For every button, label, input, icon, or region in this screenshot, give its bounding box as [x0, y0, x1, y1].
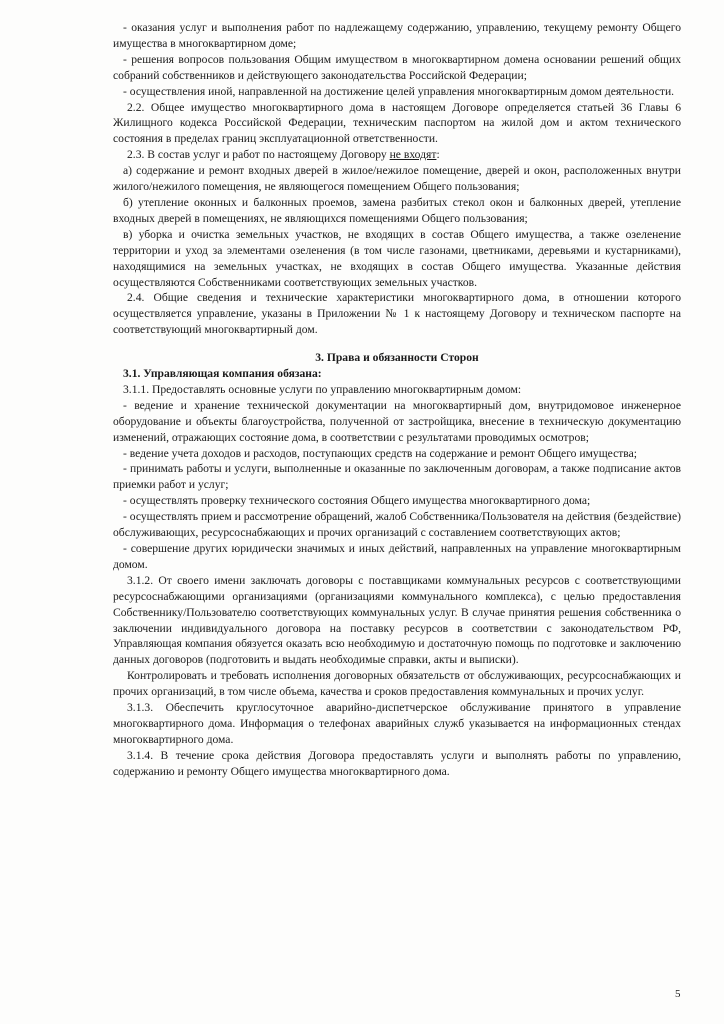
paragraph: - совершение других юридически значимых и иных действий, направленных на управление многоквартирным домом. — [113, 542, 681, 571]
paragraph: - принимать работы и услуги, выполненные и оказанные по заключенным договорам, а также подписание актов приемки работ и услуг; — [113, 462, 681, 492]
paragraph: 2.2. Общее имущество многоквартирного дома в настоящем Договоре определяется статьей 36 Главы 6 Жилищного кодекса Российской Федерации, техническим паспортом на жилой дом и актом технического состояния в пределах границ эксплуатационной ответственности. — [113, 100, 681, 146]
section-title: 3. Права и обязанности Сторон — [315, 351, 479, 365]
paragraph: в) уборка и очистка земельных участков, не входящих в состав Общего имущества, а также озеленение территории и уход за элементами озеленения (в том числе газонами, цветниками, деревьями и кустарниками), находящимися на земельных участках, не входящих в состав Общего имущества. Указанные действия осуществляются Собственниками соответствующих земельных участков. — [113, 227, 681, 289]
paragraph: 2.4. Общие сведения и технические характеристики многоквартирного дома, в отношении которого осуществляется управление, указаны в Приложении № 1 к настоящему Договору и техническом паспорте на соответствующий многоквартирный дом. — [113, 291, 681, 337]
paragraph-2-3 — [113, 147, 681, 163]
paragraph: 3.1.3. Обеспечить круглосуточное аварийно-диспетчерское обслуживание принятого в управление многоквартирного дома. Информация о телефонах аварийных служб указывается на информационных стендах многоквартирного дома. — [113, 701, 681, 746]
paragraph: Контролировать и требовать исполнения договорных обязательств от обслуживающих, ресурсоснабжающих и прочих организаций, в том числе объема, качества и сроков предоставления коммунальных и прочих услуг. — [113, 669, 681, 699]
paragraph: - осуществления иной, направленной на достижение целей управления многоквартирным домом деятельности. — [123, 84, 675, 98]
paragraph: 3.1.2. От своего имени заключать договоры с поставщиками коммунальных ресурсов с соответствующими ресурсоснабжающими организациями (организациями коммунального комплекса), с целью предоставления Собственнику/Пользователю соответствующих коммунальных услуг. В случае принятия решения собственника о заключении индивидуального договора на поставку ресурсов в соответствии с законодательством РФ, Управляющая компания обязуется оказать всю необходимую и достаточную помощь по подготовке и заключению данных договоров (подготовить и выдать необходимые справки, акты и выписки). — [113, 573, 681, 667]
subsection-title: 3.1. Управляющая компания обязана: — [123, 367, 322, 381]
document-body — [113, 20, 681, 780]
paragraph: - осуществлять проверку технического состояния Общего имущества многоквартирного дома; — [123, 494, 591, 508]
paragraph: 3.1.4. В течение срока действия Договора предоставлять услуги и выполнять работы по управлению, содержанию и ремонту Общего имущества многоквартирного дома. — [113, 748, 681, 778]
paragraph: 3.1.1. Предоставлять основные услуги по управлению многоквартирным домом: — [123, 382, 522, 396]
paragraph: - решения вопросов пользования Общим имуществом в многоквартирном домена основании решений общих собраний собственников и действующего законодательства Российской Федерации; — [113, 52, 681, 82]
paragraph: - оказания услуг и выполнения работ по надлежащему содержанию, управлению, текущему ремонту Общего имущества в многоквартирном доме; — [113, 21, 681, 50]
paragraph: - ведение учета доходов и расходов, поступающих средств на содержание и ремонт Общего имущества; — [123, 446, 637, 460]
paragraph-2-3-suffix: : — [436, 148, 440, 162]
paragraph: б) утепление оконных и балконных проемов, замена разбитых стекол окон и балконных дверей, утепление входных дверей в помещениях, не являющихся помещениями Общего пользования; — [113, 195, 681, 225]
page-number: 5 — [675, 988, 681, 1000]
paragraph-2-3-underlined: не входят — [389, 148, 437, 162]
paragraph-2-3-prefix: 2.3. В состав услуг и работ по настоящему Договору — [127, 148, 390, 162]
paragraph: - ведение и хранение технической документации на многоквартирный дом, внутридомовое инженерное оборудование и объекты благоустройства, полученной от застройщика, внесение в техническую документацию изменений, отражающих состояние дома, в соответствии с результатами проводимых осмотров; — [113, 398, 681, 444]
paragraph: а) содержание и ремонт входных дверей в жилое/нежилое помещение, дверей и окон, расположенных внутри жилого/нежилого помещения, не являющегося помещением Общего пользования; — [113, 164, 681, 194]
paragraph: - осуществлять прием и рассмотрение обращений, жалоб Собственника/Пользователя на действия (бездействие) обслуживающих, ресурсоснабжающих и прочих организаций с составлением соответствующих актов; — [113, 510, 681, 540]
